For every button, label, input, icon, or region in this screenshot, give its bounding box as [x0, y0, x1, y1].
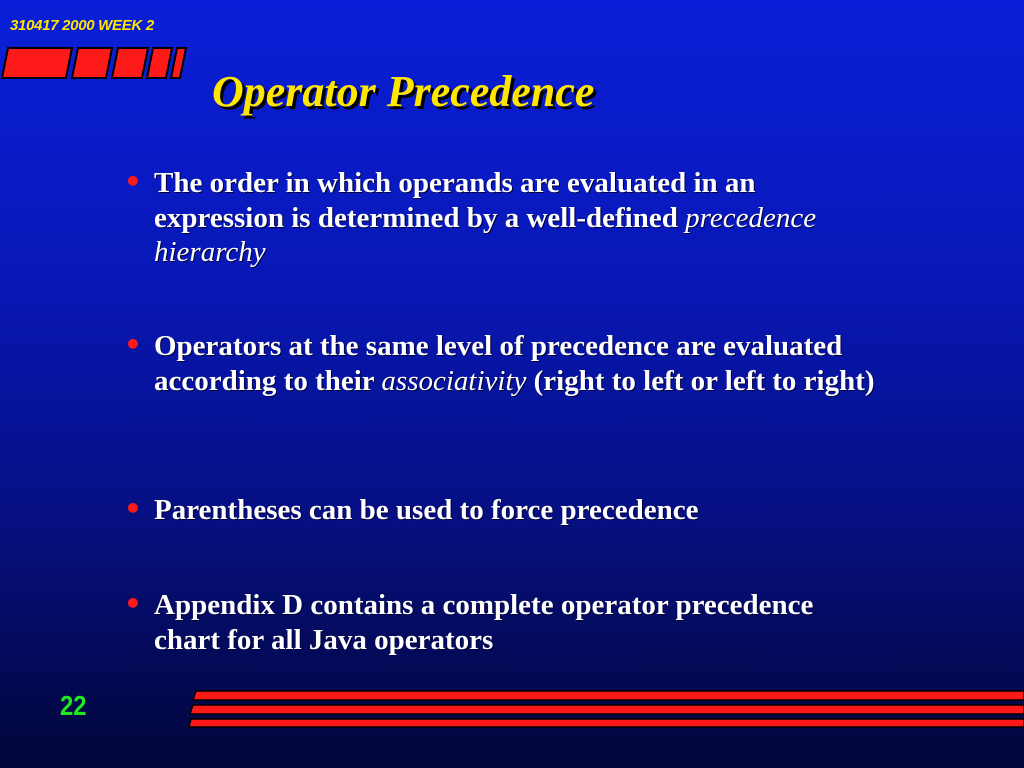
logo-bar-1	[2, 48, 72, 78]
bullet-dot-icon: •	[124, 165, 142, 198]
page-number: 22	[60, 690, 87, 721]
slide-title: Operator Precedence	[212, 67, 595, 116]
bullet-text	[124, 166, 884, 270]
emphasis-text: associativity	[381, 364, 527, 397]
footer-stripe-3	[189, 719, 1024, 727]
emphasis-text: precedence hierarchy	[154, 201, 817, 268]
bullet-text	[124, 493, 884, 528]
bullet-dot-icon: •	[124, 328, 142, 361]
bullet-text-run: (right to left or left to right)	[526, 364, 875, 397]
bullet-dot-icon: •	[124, 587, 142, 620]
bullet-dot-icon: •	[124, 492, 142, 525]
bullet-item	[124, 493, 884, 528]
logo-bar-5	[171, 48, 186, 78]
footer-stripes	[188, 690, 1024, 730]
bullet-text-run: Appendix D contains a complete operator precedence chart for all Java operators	[154, 589, 814, 656]
footer-stripe-2	[190, 705, 1024, 714]
course-code: 310417 2000 WEEK 2	[10, 17, 154, 34]
logo-bars	[0, 44, 190, 82]
logo-bar-4	[147, 48, 172, 78]
bullet-item	[124, 329, 884, 398]
logo-bar-3	[112, 48, 148, 78]
bullet-text-run: Operators at the same level of precedence are evaluated according to their	[154, 330, 843, 397]
bullet-text	[124, 588, 884, 657]
footer-stripe-1	[193, 691, 1024, 700]
bullet-text-run: The order in which operands are evaluated in an expression is determined by a well-defined	[154, 167, 756, 234]
bullet-text	[124, 329, 884, 398]
bullet-item	[124, 166, 884, 270]
logo-bar-2	[72, 48, 112, 78]
bullet-text-run: Parentheses can be used to force precedence	[154, 494, 699, 526]
bullet-item	[124, 588, 884, 657]
